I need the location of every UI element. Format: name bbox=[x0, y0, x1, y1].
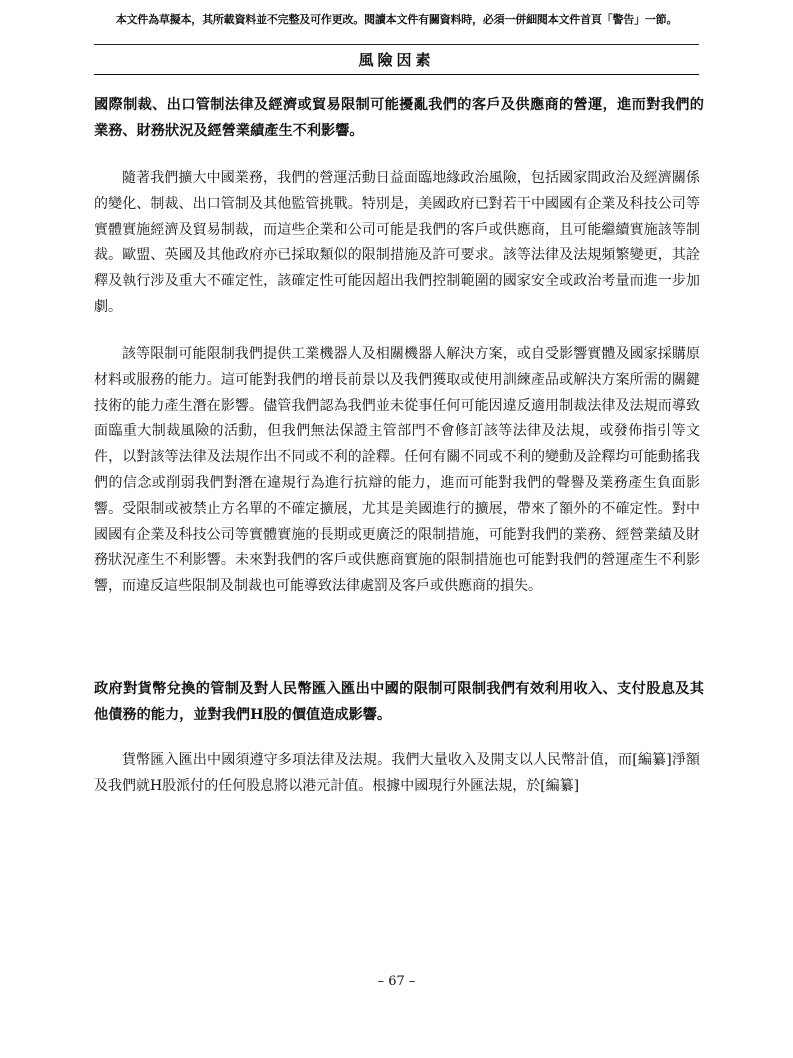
risk-heading-currency-control: 政府對貨幣兌換的管制及對人民幣匯入匯出中國的限制可限制我們有效利用收入、支付股息及其他債務的能力，並對我們H股的價值造成影響。 bbox=[94, 681, 704, 723]
paragraph-restrictions-impact: 該等限制可能限制我們提供工業機器人及相關機器人解決方案，或自受影響實體及國家採購原材料或服務的能力。這可能對我們的增長前景以及我們獲取或使用訓練產品或解決方案所需的關鍵技術的能力產生潛在影響。儘管我們認為我們並未從事任何可能因違反適用制裁法律及法規而導致面臨重大制裁風險的活動，但我們無法保證主管部門不會修訂該等法律及法規，或發佈指引等文件，以對該等法律及法規作出不同或不利的詮釋。任何有關不同或不利的變動及詮釋均可能動搖我們的信念或削弱我們對潛在違規行為進行抗辯的能力，進而可能對我們的聲譽及業務產生負面影響。受限制或被禁止方名單的不確定擴展，尤其是美國進行的擴展，帶來了額外的不確定性。對中國國有企業及科技公司等實體實施的長期或更廣泛的限制措施，可能對我們的業務、經營業績及財務狀況產生不利影響。未來對我們的客戶或供應商實施的限制措施也可能對我們的營運產生不利影響，而違反這些限制及制裁也可能導致法律處罰及客戶或供應商的損失。 bbox=[94, 346, 700, 595]
draft-disclaimer: 本文件為草擬本，其所載資料並不完整及可作更改。閱讀本文件有關資料時，必須一併細閱本文件首頁「警告」一節。 bbox=[115, 13, 678, 26]
page-number: – 67 – bbox=[377, 974, 416, 989]
header-rule-top bbox=[94, 44, 699, 45]
paragraph-geopolitical-risk: 隨著我們擴大中國業務，我們的營運活動日益面臨地緣政治風險，包括國家間政治及經濟關係的變化、制裁、出口管制及其他監管挑戰。特別是，美國政府已對若干中國國有企業及科技公司等實體實施經濟及貿易制裁，而這些企業和公司可能是我們的客戶或供應商，且可能繼續實施該等制裁。歐盟、英國及其他政府亦已採取類似的限制措施及許可要求。該等法律及法規頻繁變更，其詮釋及執行涉及重大不確定性，該確定性可能因超出我們控制範圍的國家安全或政治考量而進一步加劇。 bbox=[94, 170, 700, 315]
section-title: 風險因素 bbox=[358, 51, 435, 69]
risk-heading-sanctions: 國際制裁、出口管制法律及經濟或貿易限制可能擾亂我們的客戶及供應商的營運，進而對我們的業務、財務狀況及經營業績產生不利影響。 bbox=[94, 97, 704, 139]
paragraph-currency-regulation: 貨幣匯入匯出中國須遵守多項法律及法規。我們大量收入及開支以人民幣計值，而[編纂]淨額及我們就H股派付的任何股息將以港元計值。根據中國現行外匯法規，於[編纂] bbox=[94, 752, 700, 794]
header-rule-bottom bbox=[94, 74, 699, 75]
